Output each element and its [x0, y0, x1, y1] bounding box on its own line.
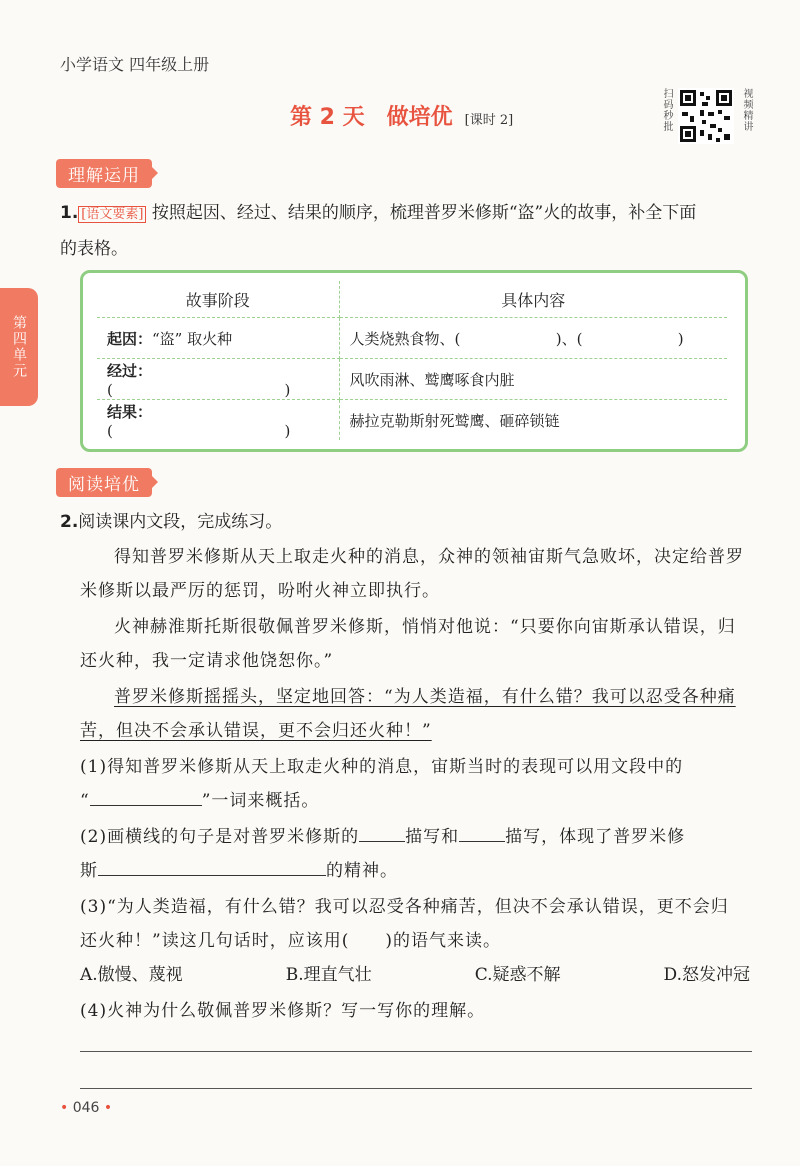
page-number: • 046 •	[60, 1100, 113, 1116]
table-row	[97, 318, 727, 359]
option-b[interactable]: B.理直气壮	[285, 965, 372, 985]
question-1-text-a: 按照起因、经过、结果的顺序，梳理普罗米修斯“盗”火的故事，补全下面	[151, 203, 697, 223]
qr-right-text: 视频精讲	[741, 88, 752, 132]
content-cell: 风吹雨淋、鹫鹰啄食内脏	[339, 359, 727, 400]
table-header-content: 具体内容	[339, 281, 727, 318]
passage-paragraph-2: 火神赫淮斯托斯很敬佩普罗米修斯，悄悄对他说：“只要你向宙斯承认错误，归还火种，我一定请求他饶恕你。”	[80, 617, 736, 671]
question-1	[60, 196, 760, 266]
sub-question-2-a3: 描写，体现了普罗米修	[505, 827, 686, 847]
stage-cell[interactable]	[97, 359, 339, 400]
sub-question-3-b1: 还火种！”读这几句话时，应该用(	[80, 931, 350, 951]
sub-question-2-a2: 描写和	[405, 827, 460, 847]
passage-paragraph-1: 得知普罗米修斯从天上取走火种的消息，众神的领袖宙斯气急败坏，决定给普罗米修斯以最严厉的惩罚，吩咐火神立即执行。	[80, 547, 744, 601]
unit-side-tab	[0, 288, 38, 406]
title-day: 第 2 天	[290, 105, 365, 130]
option-c[interactable]: C.疑惑不解	[474, 965, 561, 985]
stage-text: ( )	[107, 421, 291, 440]
lesson-tag: [课时 2]	[464, 113, 514, 128]
story-table	[97, 281, 727, 440]
sub-question-1-text-a: (1)得知普罗米修斯从天上取走火种的消息，宙斯当时的表现可以用文段中的	[80, 757, 684, 777]
unit-side-tab-label: 第四单元	[11, 315, 27, 379]
book-header: 小学语文 四年级上册	[60, 55, 210, 74]
table-header-stage: 故事阶段	[97, 281, 339, 318]
content-cell: 赫拉克勒斯射死鹫鹰、砸碎锁链	[339, 400, 727, 441]
sub-question-1-open: “	[80, 791, 90, 811]
content-cell[interactable]: 人类烧熟食物、( )、( )	[339, 318, 727, 359]
sub-question-3	[80, 890, 760, 958]
section-tag-understanding: 理解运用	[56, 159, 152, 188]
sub-question-4: (4)火神为什么敬佩普罗米修斯？写一写你的理解。	[80, 1001, 486, 1021]
option-a[interactable]: A.傲慢、蔑视	[80, 965, 183, 985]
page-title	[290, 100, 513, 131]
story-table-frame	[80, 270, 748, 452]
answer-line[interactable]	[80, 1051, 752, 1052]
qr-code-icon[interactable]	[678, 88, 734, 144]
sub-question-1-close: ”一词来概括。	[201, 791, 320, 811]
question-2-number: 2.	[60, 512, 79, 532]
answer-blank[interactable]	[90, 785, 202, 806]
stage-text: “盗” 取火种	[152, 329, 233, 348]
question-2	[60, 505, 760, 539]
sub-question-2-a1: (2)画横线的句子是对普罗米修斯的	[80, 827, 360, 847]
answer-blank[interactable]	[459, 821, 505, 842]
stage-cell[interactable]	[97, 400, 339, 441]
title-text: 做培优	[386, 105, 453, 130]
answer-blank[interactable]	[98, 855, 326, 876]
sub-question-1	[80, 750, 760, 818]
question-2-text: 阅读课内文段，完成练习。	[78, 512, 283, 532]
table-row	[97, 400, 727, 441]
question-1-text-b: 的表格。	[60, 239, 128, 259]
passage-paragraph-3-underlined: 普罗米修斯摇摇头，坚定地回答：“为人类造福，有什么错？我可以忍受各种痛苦，但决不会承认错误，更不会归还火种！”	[80, 687, 736, 741]
table-header-row	[97, 281, 727, 318]
sub-question-2-b1: 斯	[80, 861, 98, 881]
qr-left-text: 扫码秒批	[661, 88, 672, 132]
sub-question-3-text-a: (3)“为人类造福，有什么错？我可以忍受各种痛苦，但决不会承认错误，更不会归	[80, 897, 729, 917]
answer-blank[interactable]	[359, 821, 405, 842]
table-row	[97, 359, 727, 400]
options-row	[80, 960, 750, 985]
requirement-tag: [语文要素]	[78, 206, 146, 223]
option-d[interactable]: D.怒发冲冠	[663, 965, 750, 985]
stage-label: 经过：	[107, 361, 153, 380]
stage-cell[interactable]	[97, 318, 339, 359]
sub-question-2	[80, 820, 760, 888]
stage-label: 起因：	[107, 329, 153, 348]
sub-question-2-b2: 的精神。	[326, 861, 398, 881]
question-1-number: 1.	[60, 203, 79, 223]
stage-text: ( )	[107, 380, 291, 399]
page-number-text: 046	[72, 1100, 100, 1116]
section-tag-reading: 阅读培优	[56, 468, 152, 497]
sub-question-3-b2: )的语气来读。	[385, 931, 501, 951]
qr-area	[660, 88, 752, 144]
stage-label: 结果：	[107, 402, 153, 421]
answer-line[interactable]	[80, 1088, 752, 1089]
